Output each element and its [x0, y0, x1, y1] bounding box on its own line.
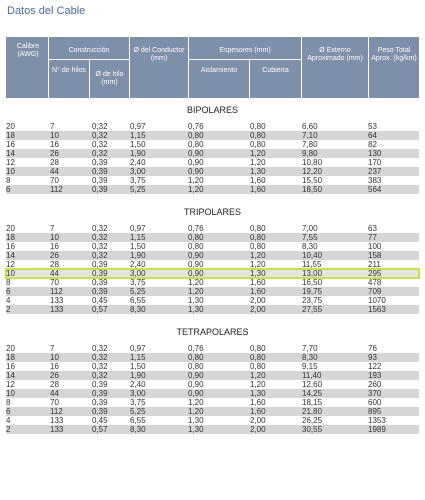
table-cell: 100	[368, 242, 382, 251]
table-cell: 1,20	[250, 380, 266, 389]
table-cell: 9,15	[302, 362, 318, 371]
table-cell: 0,32	[92, 242, 108, 251]
table-cell: 9,80	[302, 149, 318, 158]
table-cell: 0,80	[250, 344, 266, 353]
table-cell: 0,39	[92, 389, 108, 398]
table-cell: 7,10	[302, 131, 318, 140]
header-cubierta: Cubierta	[262, 67, 289, 74]
table-cell: 0,97	[130, 224, 146, 233]
table-cell: 478	[368, 278, 382, 287]
table-cell: 23,75	[302, 296, 323, 305]
table-cell: 5,25	[130, 287, 146, 296]
table-cell: 1,50	[130, 242, 146, 251]
table-cell: 0,80	[250, 242, 266, 251]
table-cell: 1,15	[130, 353, 146, 362]
table-cell: 27,55	[302, 305, 323, 314]
table-cell: 5,25	[130, 407, 146, 416]
table-cell: 237	[368, 167, 382, 176]
table-cell: 1989	[368, 425, 386, 434]
table-cell: 26,25	[302, 416, 323, 425]
table-cell: 1,20	[188, 176, 204, 185]
table-cell: 0,39	[92, 278, 108, 287]
table-cell: 383	[368, 176, 382, 185]
table-cell: 8,30	[302, 242, 318, 251]
table-cell: 7,80	[302, 140, 318, 149]
table-cell: 2,00	[250, 305, 266, 314]
table-cell: 0,57	[92, 425, 108, 434]
table-cell: 260	[368, 380, 382, 389]
table-cell: 70	[50, 176, 59, 185]
table-cell: 0,32	[92, 362, 108, 371]
table-cell: 2,00	[250, 425, 266, 434]
table-cell: 112	[50, 185, 63, 194]
table-cell: 0,32	[92, 224, 108, 233]
table-cell: 0,39	[92, 260, 108, 269]
table-row[interactable]	[6, 416, 419, 425]
table-cell: 0,80	[250, 353, 266, 362]
table-cell: 12,60	[302, 380, 323, 389]
table-cell: 0,80	[250, 362, 266, 371]
table-cell: 76	[368, 344, 377, 353]
table-cell: 2	[6, 305, 11, 314]
table-cell: 1,60	[250, 287, 266, 296]
table-row[interactable]	[6, 140, 419, 149]
table-cell: 0,45	[92, 296, 108, 305]
table-row[interactable]	[6, 269, 419, 278]
table-cell: 14	[6, 371, 15, 380]
header-espesores: Espesores (mm)	[219, 47, 271, 54]
table-row[interactable]	[6, 224, 419, 233]
table-cell: 2	[6, 425, 11, 434]
table-cell: 1,90	[130, 371, 146, 380]
table-cell: 7,70	[302, 344, 318, 353]
table-row[interactable]	[6, 185, 419, 194]
table-cell: 2,00	[250, 416, 266, 425]
table-cell: 10	[50, 353, 59, 362]
table-cell: 10	[6, 269, 15, 278]
table-cell: 0,80	[250, 140, 266, 149]
table-cell: 1,15	[130, 233, 146, 242]
table-cell: 0,39	[92, 158, 108, 167]
table-row[interactable]	[6, 362, 419, 371]
table-cell: 0,90	[188, 371, 204, 380]
table-cell: 0,32	[92, 122, 108, 131]
table-cell: 0,57	[92, 305, 108, 314]
table-cell: 6	[6, 407, 11, 416]
table-cell: 8	[6, 278, 11, 287]
table-cell: 12	[6, 260, 15, 269]
table-cell: 0,90	[188, 389, 204, 398]
table-cell: 0,32	[92, 371, 108, 380]
table-cell: 28	[50, 158, 59, 167]
table-cell: 10	[50, 131, 59, 140]
table-row[interactable]	[6, 425, 419, 434]
table-cell: 12	[6, 158, 15, 167]
table-cell: 11,40	[302, 371, 322, 380]
table-row[interactable]	[6, 251, 419, 260]
table-cell: 895	[368, 407, 382, 416]
table-cell: 18	[6, 233, 15, 242]
table-cell: 53	[368, 122, 377, 131]
table-cell: 133	[50, 296, 64, 305]
table-cell: 6,55	[130, 416, 146, 425]
table-cell: 0,80	[250, 122, 266, 131]
table-cell: 1,20	[250, 149, 266, 158]
table-cell: 1,30	[188, 416, 204, 425]
section-title-tetrapolares: TETRAPOLARES	[176, 327, 249, 337]
table-cell: 82	[368, 140, 377, 149]
table-cell: 26	[50, 251, 59, 260]
table-row[interactable]	[6, 407, 419, 416]
table-cell: 1,60	[250, 407, 266, 416]
table-cell: 70	[50, 278, 59, 287]
table-cell: 0,90	[188, 167, 204, 176]
table-row[interactable]	[6, 242, 419, 251]
table-cell: 170	[368, 158, 382, 167]
table-cell: 14	[6, 251, 15, 260]
table-cell: 26	[50, 371, 59, 380]
table-cell: 1,30	[250, 269, 266, 278]
table-cell: 18,15	[302, 398, 323, 407]
table-cell: 18,50	[302, 185, 323, 194]
table-cell: 16	[6, 242, 15, 251]
table-row[interactable]	[6, 176, 419, 185]
table-cell: 12	[6, 380, 15, 389]
table-cell: 1,90	[130, 251, 146, 260]
table-cell: 2,40	[130, 380, 146, 389]
header-peso: Peso Total Aprox. (kg/km)	[371, 47, 417, 62]
table-cell: 26	[50, 149, 59, 158]
table-cell: 16	[50, 362, 59, 371]
table-cell: 18	[6, 353, 15, 362]
table-cell: 3,00	[130, 269, 146, 278]
table-cell: 1070	[368, 296, 386, 305]
table-cell: 1,15	[130, 131, 146, 140]
table-cell: 0,32	[92, 131, 108, 140]
table-row[interactable]	[6, 380, 419, 389]
table-cell: 0,90	[188, 158, 204, 167]
table-cell: 1353	[368, 416, 386, 425]
table-cell: 63	[368, 224, 377, 233]
table-cell: 709	[368, 287, 382, 296]
table-cell: 10	[50, 233, 59, 242]
table-cell: 1,90	[130, 149, 146, 158]
table-cell: 3,00	[130, 389, 146, 398]
table-cell: 3,75	[130, 176, 146, 185]
table-cell: 0,39	[92, 398, 108, 407]
table-cell: 0,76	[188, 122, 204, 131]
header-calibre: Calibre (AWG)	[16, 43, 40, 58]
header-d-conductor: Ø del Conductor (mm)	[133, 47, 185, 62]
table-cell: 19,75	[302, 287, 323, 296]
table-cell: 70	[50, 398, 59, 407]
table-cell: 1,30	[250, 389, 266, 398]
table-cell: 0,90	[188, 380, 204, 389]
table-cell: 0,76	[188, 344, 204, 353]
table-cell: 2,40	[130, 158, 146, 167]
table-cell: 3,00	[130, 167, 146, 176]
table-cell: 6,60	[302, 122, 318, 131]
table-cell: 193	[368, 371, 382, 380]
table-cell: 112	[50, 407, 63, 416]
table-row[interactable]	[6, 149, 419, 158]
table-cell: 1,30	[188, 305, 204, 314]
table-cell: 0,97	[130, 344, 146, 353]
table-cell: 16	[50, 242, 59, 251]
table-row[interactable]	[6, 371, 419, 380]
table-cell: 1,20	[250, 251, 266, 260]
table-cell: 1,60	[250, 176, 266, 185]
table-cell: 0,32	[92, 344, 108, 353]
table-cell: 7	[50, 344, 55, 353]
table-row[interactable]	[6, 287, 419, 296]
table-cell: 8	[6, 398, 11, 407]
table-cell: 0,80	[250, 224, 266, 233]
cable-data-table	[6, 37, 419, 434]
table-cell: 2,00	[250, 296, 266, 305]
table-cell: 0,80	[188, 353, 204, 362]
table-row[interactable]	[6, 260, 419, 269]
table-cell: 77	[368, 233, 377, 242]
table-cell: 295	[368, 269, 382, 278]
table-cell: 1,20	[188, 398, 204, 407]
table-cell: 1,20	[188, 407, 204, 416]
table-cell: 8,30	[130, 425, 146, 434]
table-cell: 0,90	[188, 269, 204, 278]
table-cell: 0,39	[92, 269, 108, 278]
table-row[interactable]	[6, 131, 419, 140]
table-cell: 211	[368, 260, 381, 269]
table-cell: 1,60	[250, 185, 266, 194]
table-cell: 564	[368, 185, 382, 194]
table-cell: 1,50	[130, 362, 146, 371]
table-cell: 158	[368, 251, 382, 260]
table-cell: 20	[6, 122, 15, 131]
table-cell: 20	[6, 224, 15, 233]
table-cell: 0,80	[250, 233, 266, 242]
header-aislamiento: Aislamiento	[200, 67, 238, 74]
table-cell: 14	[6, 149, 15, 158]
table-cell: 1,60	[250, 278, 266, 287]
table-cell: 1,30	[188, 296, 204, 305]
table-cell: 20	[6, 344, 15, 353]
table-cell: 0,80	[188, 362, 204, 371]
table-cell: 13,00	[302, 269, 323, 278]
table-cell: 15,50	[302, 176, 323, 185]
table-cell: 4	[6, 296, 11, 305]
table-cell: 0,39	[92, 287, 108, 296]
table-cell: 0,97	[130, 122, 146, 131]
table-cell: 1,20	[188, 185, 204, 194]
header-d-hilo: Ø de hilo (mm)	[95, 71, 124, 86]
table-row[interactable]	[6, 233, 419, 242]
page-title: Datos del Cable	[7, 5, 86, 17]
table-cell: 7	[50, 224, 55, 233]
table-cell: 16,50	[302, 278, 323, 287]
table-cell: 0,32	[92, 353, 108, 362]
table-cell: 12,20	[302, 167, 323, 176]
table-cell: 21,80	[302, 407, 323, 416]
table-row[interactable]	[6, 305, 419, 314]
table-row[interactable]	[6, 398, 419, 407]
table-cell: 0,80	[250, 131, 266, 140]
table-cell: 130	[368, 149, 382, 158]
table-cell: 16	[6, 140, 15, 149]
table-cell: 7,55	[302, 233, 318, 242]
table-cell: 64	[368, 131, 377, 140]
table-cell: 44	[50, 389, 59, 398]
table-cell: 28	[50, 260, 59, 269]
table-cell: 44	[50, 269, 59, 278]
table-cell: 0,39	[92, 167, 108, 176]
table-row[interactable]	[6, 389, 419, 398]
table-cell: 93	[368, 353, 377, 362]
table-cell: 44	[50, 167, 59, 176]
header-construccion: Construcción	[68, 47, 110, 54]
table-cell: 6	[6, 287, 11, 296]
table-cell: 1,20	[250, 158, 266, 167]
table-cell: 30,55	[302, 425, 323, 434]
table-row[interactable]	[6, 296, 419, 305]
table-cell: 6	[6, 185, 11, 194]
table-cell: 3,75	[130, 398, 146, 407]
table-cell: 133	[50, 416, 64, 425]
table-cell: 2,40	[130, 260, 146, 269]
table-cell: 10,80	[302, 158, 323, 167]
header-d-externo: Ø Externo Aproximado (mm)	[307, 47, 363, 62]
table-cell: 8,30	[302, 353, 318, 362]
header-n-hilos: N° de hilos	[52, 67, 86, 74]
table-cell: 3,75	[130, 278, 146, 287]
table-cell: 133	[50, 425, 64, 434]
table-cell: 1,20	[250, 260, 266, 269]
table-cell: 0,90	[188, 149, 204, 158]
section-title-bipolares: BIPOLARES	[186, 105, 239, 115]
table-row[interactable]	[6, 167, 419, 176]
table-cell: 370	[368, 389, 382, 398]
table-row[interactable]	[6, 158, 419, 167]
table-cell: 11,55	[302, 260, 322, 269]
table-cell: 0,39	[92, 185, 108, 194]
table-cell: 1,30	[250, 167, 266, 176]
table-cell: 1,20	[188, 278, 204, 287]
table-cell: 0,45	[92, 416, 108, 425]
section-title-tripolares: TRIPOLARES	[183, 207, 241, 217]
table-cell: 600	[368, 398, 382, 407]
table-cell: 28	[50, 380, 59, 389]
table-cell: 7	[50, 122, 55, 131]
table-cell: 0,80	[188, 242, 204, 251]
table-cell: 0,39	[92, 176, 108, 185]
table-row[interactable]	[6, 353, 419, 362]
header-divider	[249, 59, 250, 98]
table-cell: 1,20	[188, 287, 204, 296]
table-cell: 0,90	[188, 251, 204, 260]
table-row[interactable]	[6, 122, 419, 131]
table-cell: 0,80	[188, 131, 204, 140]
table-cell: 0,80	[188, 140, 204, 149]
table-cell: 18	[6, 131, 15, 140]
table-cell: 0,32	[92, 149, 108, 158]
header-divider	[189, 59, 301, 60]
table-header	[6, 37, 419, 98]
table-cell: 1,20	[250, 371, 266, 380]
table-cell: 1,50	[130, 140, 146, 149]
table-cell: 6,55	[130, 296, 146, 305]
table-cell: 4	[6, 416, 11, 425]
table-row[interactable]	[6, 278, 419, 287]
table-cell: 0,80	[188, 233, 204, 242]
table-cell: 10,40	[302, 251, 323, 260]
table-cell: 0,32	[92, 140, 108, 149]
table-cell: 0,32	[92, 233, 108, 242]
table-cell: 133	[50, 305, 64, 314]
table-cell: 14,25	[302, 389, 323, 398]
table-cell: 0,76	[188, 224, 204, 233]
table-cell: 8,30	[130, 305, 146, 314]
table-cell: 16	[50, 140, 59, 149]
table-cell: 16	[6, 362, 15, 371]
table-cell: 8	[6, 176, 11, 185]
table-cell: 1,30	[188, 425, 204, 434]
table-row[interactable]	[6, 344, 419, 353]
table-cell: 5,25	[130, 185, 146, 194]
table-cell: 0,90	[188, 260, 204, 269]
table-cell: 10	[6, 389, 15, 398]
table-cell: 1,60	[250, 398, 266, 407]
table-cell: 0,32	[92, 251, 108, 260]
table-cell: 112	[50, 287, 63, 296]
table-cell: 0,39	[92, 380, 108, 389]
table-cell: 0,39	[92, 407, 108, 416]
table-cell: 1563	[368, 305, 386, 314]
table-cell: 7,00	[302, 224, 318, 233]
table-cell: 122	[368, 362, 382, 371]
table-cell: 10	[6, 167, 15, 176]
